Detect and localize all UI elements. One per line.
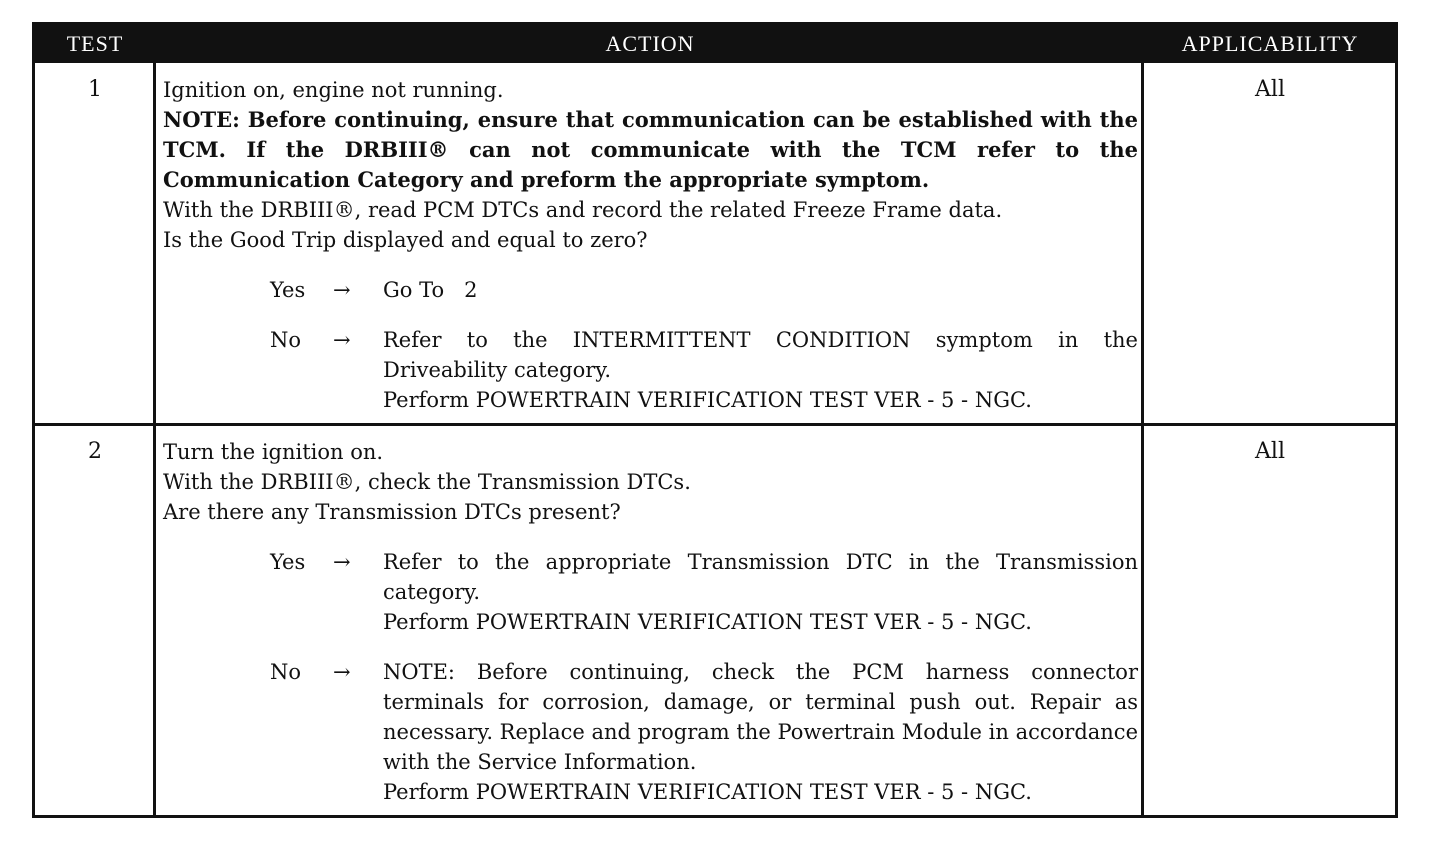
applicability-value: All bbox=[1255, 77, 1285, 102]
choice-text bbox=[383, 275, 1138, 305]
choice-line: Refer to the INTERMITTENT CONDITION symptom in the Driveability category. bbox=[383, 328, 1138, 382]
header-test: TEST bbox=[66, 31, 124, 56]
column-divider bbox=[1141, 63, 1144, 815]
choice-line: Perform POWERTRAIN VERIFICATION TEST VER - 5 - NGC. bbox=[383, 388, 1032, 412]
test-action bbox=[163, 437, 1138, 807]
arrow-icon: → bbox=[333, 550, 351, 574]
test-number: 2 bbox=[88, 439, 102, 464]
arrow-icon: → bbox=[333, 328, 351, 352]
diagnostic-test-table bbox=[32, 22, 1398, 818]
action-note: NOTE: Before continuing, ensure that communication can be established with the TCM. If the DRBIII® can not communicate with the TCM refer to the Communication Category and preform the appropriate symptom. bbox=[163, 107, 1138, 192]
row-divider bbox=[35, 423, 1395, 426]
choice-text bbox=[383, 547, 1138, 637]
choice-yes bbox=[163, 275, 1138, 305]
action-line: With the DRBIII®, check the Transmission DTCs. bbox=[163, 470, 691, 494]
table-header bbox=[35, 25, 1395, 63]
applicability-value: All bbox=[1255, 439, 1285, 464]
choice-no bbox=[163, 657, 1138, 807]
action-line: Ignition on, engine not running. bbox=[163, 78, 504, 102]
choice-label: Yes bbox=[270, 278, 306, 302]
choice-line: Perform POWERTRAIN VERIFICATION TEST VER - 5 - NGC. bbox=[383, 780, 1032, 804]
action-line: With the DRBIII®, read PCM DTCs and record the related Freeze Frame data. bbox=[163, 198, 1003, 222]
arrow-icon: → bbox=[333, 278, 351, 302]
choice-line: NOTE: Before continuing, check the PCM harness connector terminals for corrosion, damage, or terminal push out. Repair as necessary. Replace and program the Powertrain Module in accordance with the Service Information. bbox=[383, 660, 1138, 774]
action-line: Are there any Transmission DTCs present? bbox=[163, 500, 621, 524]
arrow-icon: → bbox=[333, 660, 351, 684]
test-action bbox=[163, 75, 1138, 415]
choice-label: Yes bbox=[270, 550, 306, 574]
header-applicability: APPLICABILITY bbox=[1181, 31, 1359, 56]
choice-no bbox=[163, 325, 1138, 415]
choice-line: Perform POWERTRAIN VERIFICATION TEST VER - 5 - NGC. bbox=[383, 610, 1032, 634]
test-number: 1 bbox=[88, 77, 102, 102]
choice-label: No bbox=[270, 660, 302, 684]
action-line: Is the Good Trip displayed and equal to zero? bbox=[163, 228, 648, 252]
choice-text bbox=[383, 325, 1138, 415]
choice-label: No bbox=[270, 328, 302, 352]
choice-line: Go To 2 bbox=[383, 278, 478, 302]
action-line: Turn the ignition on. bbox=[163, 440, 384, 464]
choice-yes bbox=[163, 547, 1138, 637]
choice-line: Refer to the appropriate Transmission DTC in the Transmission category. bbox=[383, 550, 1138, 604]
header-action: ACTION bbox=[605, 31, 695, 56]
choice-text bbox=[383, 657, 1138, 807]
